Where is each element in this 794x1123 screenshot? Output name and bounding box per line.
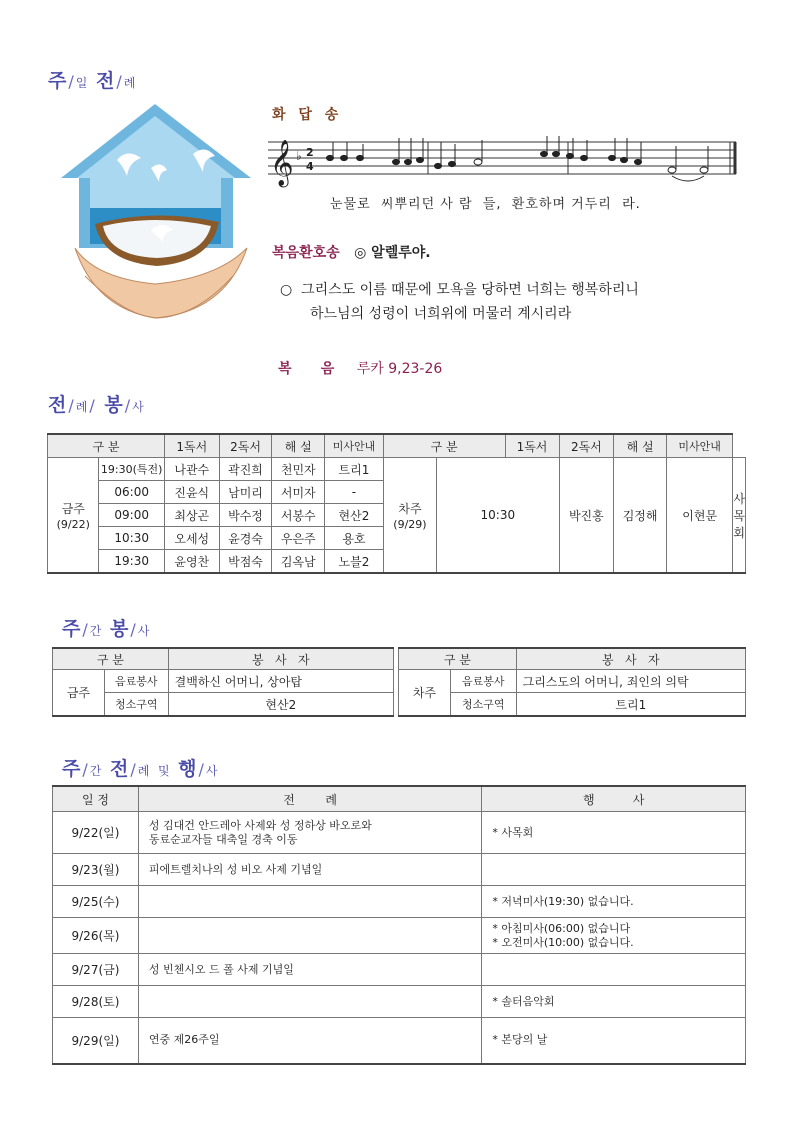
- event-date: 9/28(토): [53, 986, 139, 1018]
- svg-text:2: 2: [306, 146, 314, 159]
- svg-text:4: 4: [306, 160, 314, 173]
- mass-time: 10:30: [99, 527, 164, 550]
- event-activity: * 솔터음악회: [482, 986, 746, 1018]
- weekly-service-table-this-week: [52, 647, 394, 717]
- mass-guide: 노블2: [325, 550, 384, 574]
- header-mass-guide-next: 미사안내: [666, 434, 732, 458]
- header-commentary-next: 해 설: [614, 434, 667, 458]
- mass-time: 19:30: [99, 550, 164, 574]
- table-row: [53, 918, 746, 954]
- mass-guide: 용호: [325, 527, 384, 550]
- heading-liturgy-service: 전/례/ 봉/사: [48, 394, 145, 416]
- event-activity: * 사목회: [482, 812, 746, 854]
- event-activity: [482, 954, 746, 986]
- weekly-events-table: [52, 785, 746, 1065]
- event-liturgy: [138, 986, 481, 1018]
- event-liturgy: [138, 886, 481, 918]
- next-mass-time: 10:30: [437, 458, 559, 574]
- header-division: 구 분: [53, 648, 169, 670]
- mass-time: 06:00: [99, 481, 164, 504]
- header-division-next: 구 분: [383, 434, 505, 458]
- header-commentary: 해 설: [272, 434, 325, 458]
- next-reader2: 김정해: [614, 458, 667, 574]
- event-liturgy: 성 빈첸시오 드 폴 사제 기념일: [138, 954, 481, 986]
- table-row: [53, 986, 746, 1018]
- event-activity: [482, 854, 746, 886]
- table-row: [53, 886, 746, 918]
- mass-time: 19:30(특전): [99, 458, 164, 481]
- reader1: 진윤식: [164, 481, 219, 504]
- psalm-lyrics: 눈물로 씨뿌리던 사 람 들, 환호하며 거두리 라.: [330, 197, 641, 212]
- event-liturgy: 피에트렐치나의 성 비오 사제 기념일: [138, 854, 481, 886]
- header-liturgy: 전 례: [138, 786, 481, 812]
- verse-line-1: 그리스도 이름 때문에 모욕을 당하면 너희는 행복하리니: [301, 282, 639, 298]
- header-division: 구 분: [48, 434, 165, 458]
- music-staff-notation: [268, 134, 740, 192]
- next-mass-guide: 사목회: [733, 458, 746, 574]
- event-activity: * 본당의 날: [482, 1018, 746, 1064]
- acclamation-verse: [280, 278, 750, 326]
- commentator: 김옥남: [272, 550, 325, 574]
- header-events: 행 사: [482, 786, 746, 812]
- table-row: [48, 458, 746, 481]
- svg-text:♭: ♭: [296, 149, 302, 163]
- gospel-label: 복 음: [278, 361, 335, 377]
- mass-guide: 트리1: [325, 458, 384, 481]
- heading-weekly-service: 주/간 봉/사: [62, 618, 151, 640]
- header-mass-guide: 미사안내: [325, 434, 384, 458]
- next-reader1: 박진홍: [559, 458, 614, 574]
- verse-mark: ○: [280, 282, 293, 298]
- event-activity: * 저녁미사(19:30) 없습니다.: [482, 886, 746, 918]
- event-liturgy: 성 김대건 안드레아 사제와 성 정하상 바오로와 동료순교자들 대축일 경축 이동: [138, 812, 481, 854]
- gospel-ref: 루카 9,23-26: [356, 361, 443, 377]
- event-date: 9/25(수): [53, 886, 139, 918]
- this-week-cell: 금주 (9/22): [48, 458, 99, 574]
- reader2: 박수정: [219, 504, 272, 527]
- table-row: [53, 1018, 746, 1064]
- next-week-label: 차주: [399, 670, 451, 717]
- this-week-label: 금주: [53, 670, 105, 717]
- liturgy-service-table: [47, 433, 746, 574]
- duty-assignee: 현산2: [168, 693, 393, 717]
- reader2: 윤경숙: [219, 527, 272, 550]
- event-date: 9/26(목): [53, 918, 139, 954]
- event-date: 9/22(일): [53, 812, 139, 854]
- mass-guide: -: [325, 481, 384, 504]
- duty-type: 청소구역: [104, 693, 168, 717]
- event-date: 9/29(일): [53, 1018, 139, 1064]
- verse-line-2: 하느님의 성령이 너희위에 머물러 계시리라: [310, 306, 572, 322]
- svg-text:𝄞: 𝄞: [270, 140, 294, 186]
- mass-time: 09:00: [99, 504, 164, 527]
- table-row: [53, 812, 746, 854]
- gospel-reference: [278, 358, 442, 378]
- responsorial-psalm-label: 화 답 송: [272, 107, 343, 123]
- header-reading2-next: 2독서: [559, 434, 614, 458]
- header-reading1-next: 1독서: [505, 434, 559, 458]
- next-commentator: 이현문: [666, 458, 732, 574]
- event-liturgy: 연중 제26주일: [138, 1018, 481, 1064]
- duty-assignee: 그리스도의 어머니, 죄인의 의탁: [516, 670, 745, 693]
- next-week-cell: 차주 (9/29): [383, 458, 436, 574]
- duty-type: 음료봉사: [104, 670, 168, 693]
- table-row: [53, 854, 746, 886]
- header-servers-next: 봉 사 자: [516, 648, 745, 670]
- gospel-acclamation-label: 복음환호송: [272, 245, 340, 261]
- hands-shell-illustration: [55, 98, 260, 333]
- weekly-service-table-next-week: [398, 647, 746, 717]
- header-date: 일 정: [53, 786, 139, 812]
- reader1: 윤영찬: [164, 550, 219, 574]
- header-division-next: 구 분: [399, 648, 517, 670]
- reader2: 남미리: [219, 481, 272, 504]
- table-header-row: [48, 434, 746, 458]
- event-date: 9/23(월): [53, 854, 139, 886]
- duty-assignee: 트리1: [516, 693, 745, 717]
- gospel-acclamation: [272, 242, 431, 262]
- duty-type: 음료봉사: [450, 670, 516, 693]
- header-reading2: 2독서: [219, 434, 272, 458]
- header-reading1: 1독서: [164, 434, 219, 458]
- duty-assignee: 결백하신 어머니, 상아탑: [168, 670, 393, 693]
- mass-guide: 현산2: [325, 504, 384, 527]
- alleluia-text: ◎ 알렐루야.: [354, 245, 431, 261]
- event-activity: * 아침미사(06:00) 없습니다 * 오전미사(10:00) 없습니다.: [482, 918, 746, 954]
- commentator: 우은주: [272, 527, 325, 550]
- heading-sunday-liturgy: 주/일 전/례: [48, 70, 137, 92]
- reader2: 박점숙: [219, 550, 272, 574]
- event-liturgy: [138, 918, 481, 954]
- table-row: [53, 954, 746, 986]
- reader2: 곽진희: [219, 458, 272, 481]
- duty-type: 청소구역: [450, 693, 516, 717]
- reader1: 오세성: [164, 527, 219, 550]
- commentator: 천민자: [272, 458, 325, 481]
- commentator: 서미자: [272, 481, 325, 504]
- event-date: 9/27(금): [53, 954, 139, 986]
- header-servers: 봉 사 자: [168, 648, 393, 670]
- commentator: 서봉수: [272, 504, 325, 527]
- reader1: 나관수: [164, 458, 219, 481]
- reader1: 최상곤: [164, 504, 219, 527]
- heading-weekly-events: 주/간 전/례 및 행/사: [62, 758, 219, 780]
